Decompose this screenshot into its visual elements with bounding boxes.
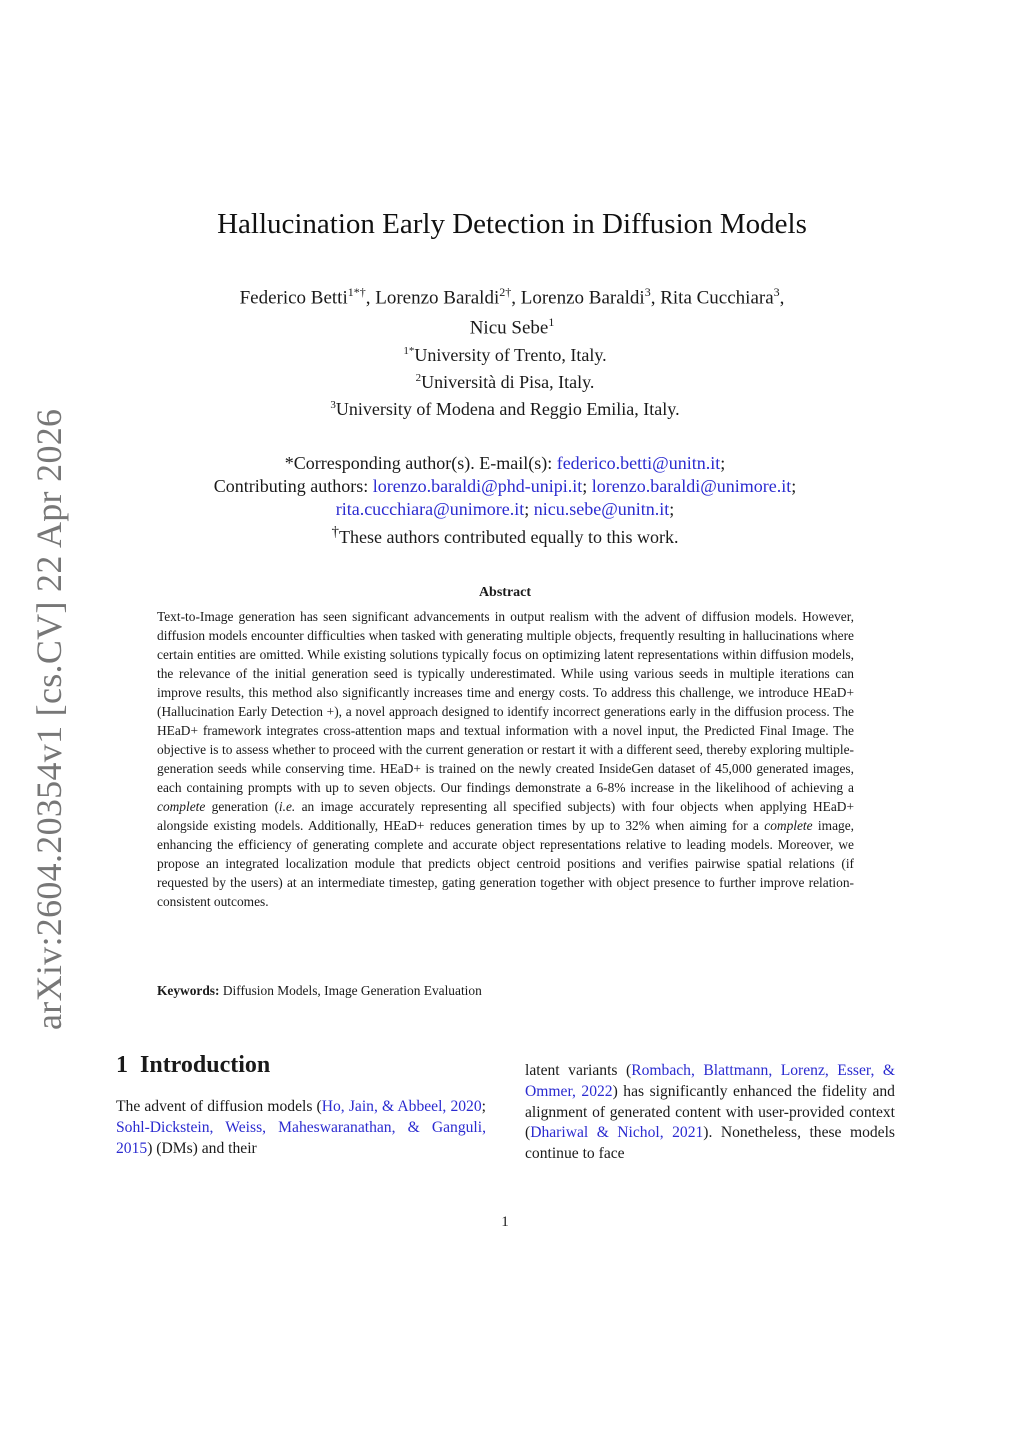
citation-link[interactable]: Sohl-Dickstein, Weiss, Maheswaranathan, & Ganguli, 2015 xyxy=(116,1118,486,1157)
email-separator: ; xyxy=(582,476,588,496)
email-separator: ; xyxy=(669,499,675,519)
body-text: latent variants ( xyxy=(525,1062,632,1079)
email-separator: ; xyxy=(524,499,530,519)
email-link[interactable]: federico.betti@unitn.it xyxy=(556,453,721,473)
abstract-text xyxy=(157,607,854,911)
equal-contribution-note xyxy=(0,521,1010,549)
email-separator: ; xyxy=(720,453,726,473)
author-separator: , xyxy=(511,287,521,309)
author-affil-marker: 2† xyxy=(499,285,512,299)
keywords-line xyxy=(157,983,854,999)
author-name: Nicu Sebe xyxy=(469,317,549,339)
contributing-authors-line-2 xyxy=(0,498,1010,521)
author-list xyxy=(140,280,884,341)
email-separator: ; xyxy=(791,476,797,496)
citation-link[interactable]: Dhariwal & Nichol, 2021 xyxy=(530,1124,704,1142)
body-text: ; xyxy=(481,1098,486,1115)
section-title: Introduction xyxy=(140,1052,271,1078)
author-separator: , xyxy=(365,287,376,309)
corresponding-author-line xyxy=(0,452,1010,475)
affiliation xyxy=(0,340,1010,367)
author-affil-marker: 3 xyxy=(773,285,780,299)
email-link[interactable]: lorenzo.baraldi@unimore.it xyxy=(591,476,792,496)
keywords-text: Diffusion Models, Image Generation Evaluation xyxy=(219,983,482,998)
arxiv-stamp: arXiv:2604.20354v1 [cs.CV] 22 Apr 2026 xyxy=(29,408,69,1030)
citation-link[interactable]: Rombach, Blattmann, Lorenz, Esser, & Ommer, 2022 xyxy=(525,1062,895,1100)
abstract-part: an image accurately representing all specified subjects) with four objects when applying HEaD+ alongside existing models. Additionally, HEaD+ reduces generation times by up to 32% when aiming for a xyxy=(157,799,854,833)
author-name: Lorenzo Baraldi xyxy=(375,287,500,309)
contributing-authors-line xyxy=(0,475,1010,498)
affiliation-marker: 3 xyxy=(330,399,336,411)
affiliation-text: Università di Pisa, Italy. xyxy=(421,372,595,392)
abstract-emphasis: complete xyxy=(764,818,813,833)
author-affil-marker: 1*† xyxy=(347,285,366,299)
dagger-marker: † xyxy=(331,524,340,540)
intro-left-column xyxy=(116,1097,486,1159)
section-number: 1 xyxy=(116,1052,128,1078)
email-link[interactable]: lorenzo.baraldi@phd-unipi.it xyxy=(372,476,583,496)
affiliation-marker: 2 xyxy=(415,372,422,384)
contributing-label: Contributing authors: xyxy=(213,476,373,496)
abstract-emphasis: i.e. xyxy=(278,799,296,814)
body-text: The advent of diffusion models ( xyxy=(116,1098,322,1115)
intro-right-column xyxy=(525,1061,895,1165)
author-name: Lorenzo Baraldi xyxy=(520,287,645,309)
affiliation-list xyxy=(0,340,1010,421)
body-text: ) has significantly enhanced the fidelity and alignment of generated content with user-provided context ( xyxy=(525,1082,895,1142)
paper-title: Hallucination Early Detection in Diffusion Models xyxy=(217,208,807,240)
page-number: 1 xyxy=(501,1214,509,1230)
abstract-heading: Abstract xyxy=(478,585,532,600)
abstract-part: generation ( xyxy=(205,799,279,814)
author-separator: , xyxy=(779,287,785,309)
author-name: Rita Cucchiara xyxy=(660,287,774,309)
corresponding-label: *Corresponding author(s). E-mail(s): xyxy=(284,453,557,473)
abstract-part: Text-to-Image generation has seen significant advancements in output realism with the advent of diffusion models. However, diffusion models encounter difficulties when tasked with generating multiple objects, frequently resulting in hallucinations where certain entities are omitted. While existing solutions typically focus on optimizing latent representations within diffusion models, the relevance of the initial generation seed is typically underestimated. While using various seeds in multiple iterations can improve results, this method also significantly increases time and energy costs. To address this challenge, we introduce HEaD+ (Hallucination Early Detection +), a novel approach designed to identify incorrect generations early in the diffusion process. The HEaD+ framework integrates cross-attention maps and textual information with a novel input, the Predicted Final Image. The objective is to assess whether to proceed with the current generation or restart it with a different seed, thereby exploring multiple-generation seeds while conserving time. HEaD+ is trained on the newly created InsideGen dataset of 45,000 generated images, each containing prompts with up to seven objects. Our findings demonstrate a 6-8% increase in the likelihood of achieving a xyxy=(157,609,854,795)
keywords-label: Keywords: xyxy=(157,983,220,998)
email-link[interactable]: nicu.sebe@unitn.it xyxy=(533,499,670,519)
correspondence-block xyxy=(0,452,1010,549)
body-text: ) (DMs) and their xyxy=(147,1139,257,1157)
affiliation-text: University of Trento, Italy. xyxy=(414,345,607,365)
body-text: ). Nonetheless, these models continue to face xyxy=(525,1124,895,1163)
email-link[interactable]: rita.cucchiara@unimore.it xyxy=(335,499,525,519)
affiliation-marker: 1* xyxy=(403,345,415,357)
author-affil-marker: 1 xyxy=(548,315,555,330)
affiliation-text: University of Modena and Reggio Emilia, Italy. xyxy=(335,399,680,419)
author-separator: , xyxy=(650,287,661,309)
equal-contribution-text: These authors contributed equally to this work. xyxy=(339,527,679,547)
author-name: Federico Betti xyxy=(239,287,348,309)
affiliation xyxy=(0,394,1010,421)
citation-link[interactable]: Ho, Jain, & Abbeel, 2020 xyxy=(321,1098,482,1115)
section-heading xyxy=(116,1052,270,1079)
abstract-emphasis: complete xyxy=(157,799,206,814)
affiliation xyxy=(0,367,1010,394)
abstract-part: image, enhancing the efficiency of generating complete and accurate object representations relative to leading models. Moreover, we propose an integrated localization module that predicts object centroid positions and verifies pairwise spatial relations (if requested by the users) at an intermediate timestep, gating generation together with object presence to further improve relation-consistent outcomes. xyxy=(157,818,854,909)
author-affil-marker: 3 xyxy=(644,285,651,299)
